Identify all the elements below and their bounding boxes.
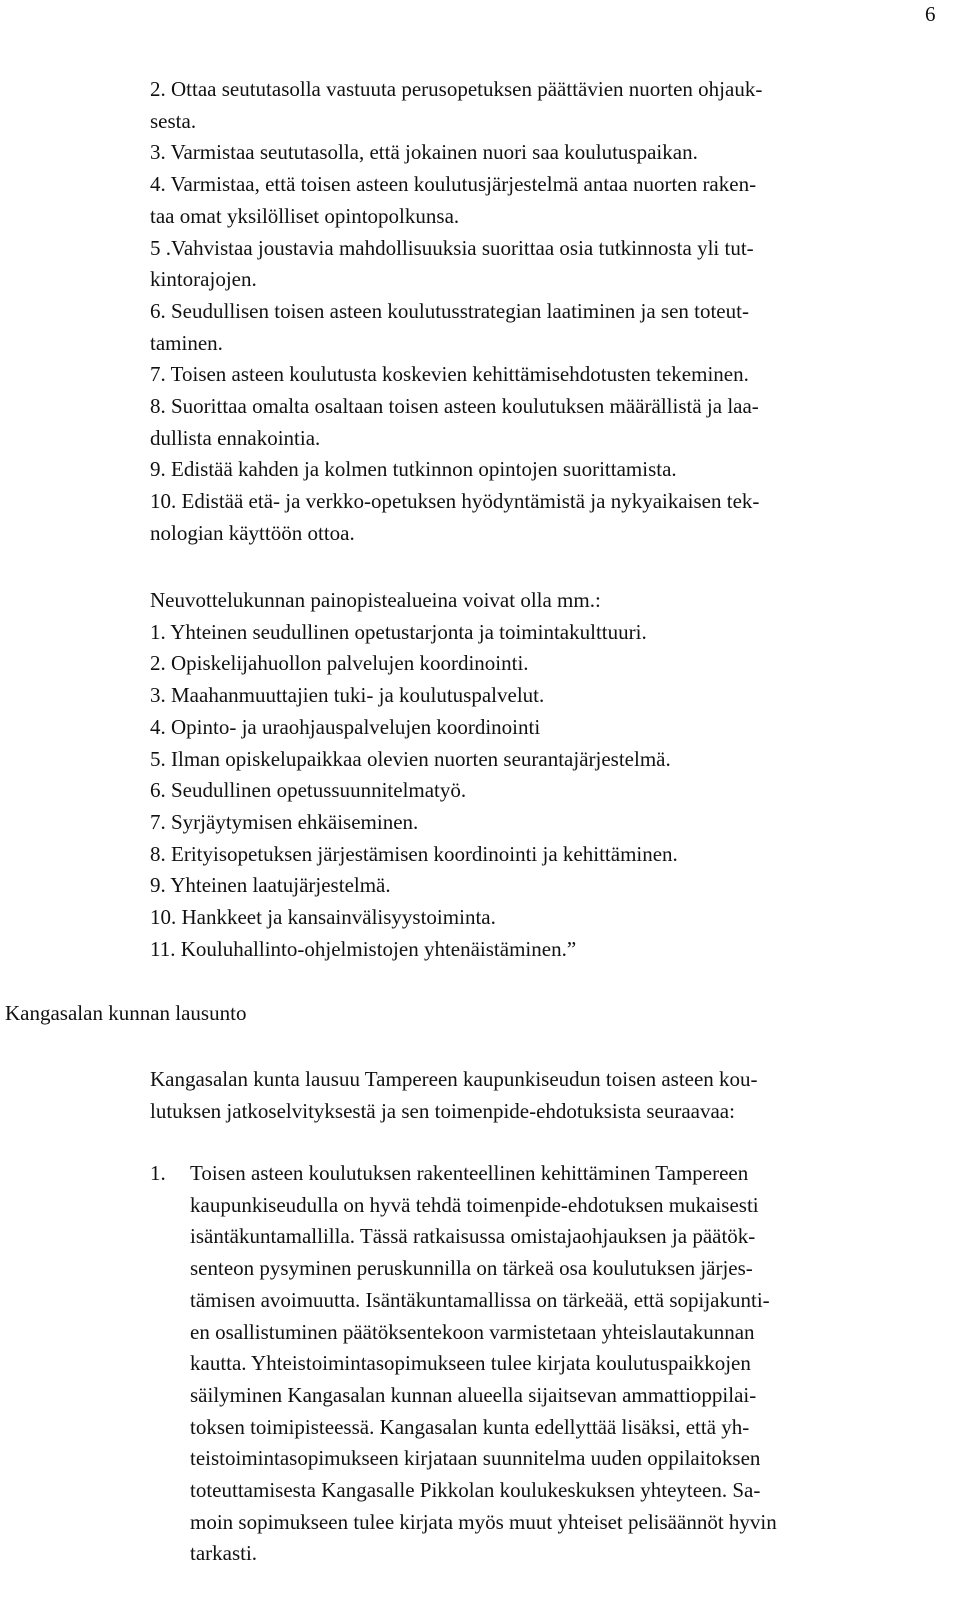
- list-line: 6. Seudullisen toisen asteen koulutusstrategian laatiminen ja sen toteut-: [150, 298, 749, 323]
- list-line: 5. Ilman opiskelupaikkaa olevien nuorten seurantajärjestelmä.: [150, 746, 671, 771]
- item-line: teistoimintasopimukseen kirjataan suunnitelma uuden oppilaitoksen: [190, 1446, 761, 1471]
- list-line: 6. Seudullinen opetussuunnitelmatyö.: [150, 778, 467, 803]
- list-line: 3. Varmistaa seututasolla, että jokainen nuori saa koulutuspaikan.: [150, 140, 698, 165]
- list-line: 1. Yhteinen seudullinen opetustarjonta ja toimintakulttuuri.: [150, 619, 647, 644]
- item-line: kautta. Yhteistoimintasopimukseen tulee kirjata koulutuspaikkojen: [190, 1351, 751, 1376]
- list-line: 2. Ottaa seututasolla vastuuta perusopetuksen päättävien nuorten ohjauk-: [150, 77, 763, 101]
- item-line: kaupunkiseudulla on hyvä tehdä toimenpide-ehdotuksen mukaisesti: [190, 1192, 759, 1217]
- list-line: sesta.: [150, 108, 197, 133]
- list-line: 7. Syrjäytymisen ehkäiseminen.: [150, 809, 419, 834]
- list-line: kintorajojen.: [150, 267, 257, 292]
- list-line: 8. Erityisopetuksen järjestämisen koordinointi ja kehittäminen.: [150, 841, 678, 866]
- list-line: 10. Hankkeet ja kansainvälisyystoiminta.: [150, 905, 496, 930]
- section-side-heading: Kangasalan kunnan lausunto: [5, 1001, 247, 1025]
- page-number: 6: [925, 2, 936, 26]
- list-line: dullista ennakointia.: [150, 425, 321, 450]
- item-line: isäntäkuntamallilla. Tässä ratkaisussa omistajaohjauksen ja päätök-: [190, 1224, 756, 1249]
- list-line: 3. Maahanmuuttajien tuki- ja koulutuspalvelut.: [150, 683, 545, 708]
- list-line: taminen.: [150, 330, 223, 355]
- item-line: toksen toimipisteessä. Kangasalan kunta edellyttää lisäksi, että yh-: [190, 1414, 750, 1439]
- intro-line: lutuksen jatkoselvityksestä ja sen toimenpide-ehdotuksista seuraavaa:: [150, 1098, 735, 1123]
- goals-list: [150, 74, 945, 550]
- item-number: 1.: [150, 1161, 166, 1185]
- list-line: nologian käyttöön ottoa.: [150, 520, 355, 545]
- item-line: säilyminen Kangasalan kunnan alueella sijaitsevan ammattioppilai-: [190, 1382, 757, 1407]
- item-line: Toisen asteen koulutuksen rakenteellinen kehittäminen Tampereen: [190, 1161, 749, 1185]
- list-line: 9. Edistää kahden ja kolmen tutkinnon opintojen suorittamista.: [150, 457, 677, 482]
- list-line: 2. Opiskelijahuollon palvelujen koordinointi.: [150, 651, 529, 676]
- item-line: senteon pysyminen peruskunnilla on tärkeä osa koulutuksen järjes-: [190, 1256, 753, 1281]
- list-line: 11. Kouluhallinto-ohjelmistojen yhtenäistäminen.”: [150, 936, 577, 961]
- item-line: tämisen avoimuutta. Isäntäkuntamallissa on tärkeää, että sopijakunti-: [190, 1287, 770, 1312]
- statement-item: [190, 1158, 945, 1570]
- item-line: en osallistuminen päätöksentekoon varmistetaan yhteislautakunnan: [190, 1319, 755, 1344]
- focus-areas-list: [150, 585, 945, 965]
- list-line: 4. Varmistaa, että toisen asteen koulutusjärjestelmä antaa nuorten raken-: [150, 172, 757, 197]
- list-line: 4. Opinto- ja uraohjauspalvelujen koordinointi: [150, 714, 541, 739]
- item-line: moin sopimukseen tulee kirjata myös muut yhteiset pelisäännöt hyvin: [190, 1509, 777, 1534]
- list-line: 8. Suorittaa omalta osaltaan toisen asteen koulutuksen määrällistä ja laa-: [150, 394, 759, 419]
- statement-intro: [150, 1064, 945, 1127]
- intro-line: Kangasalan kunta lausuu Tampereen kaupunkiseudun toisen asteen kou-: [150, 1067, 758, 1091]
- item-line: toteuttamisesta Kangasalle Pikkolan koulukeskuksen yhteyteen. Sa-: [190, 1478, 761, 1503]
- list-heading: Neuvottelukunnan painopistealueina voivat olla mm.:: [150, 588, 601, 612]
- item-line: tarkasti.: [190, 1541, 258, 1566]
- list-line: 7. Toisen asteen koulutusta koskevien kehittämisehdotusten tekeminen.: [150, 362, 749, 387]
- list-line: 10. Edistää etä- ja verkko-opetuksen hyödyntämistä ja nykyaikaisen tek-: [150, 489, 760, 514]
- list-line: 5 .Vahvistaa joustavia mahdollisuuksia suorittaa osia tutkinnosta yli tut-: [150, 235, 754, 260]
- list-line: taa omat yksilölliset opintopolkunsa.: [150, 203, 460, 228]
- list-line: 9. Yhteinen laatujärjestelmä.: [150, 873, 391, 898]
